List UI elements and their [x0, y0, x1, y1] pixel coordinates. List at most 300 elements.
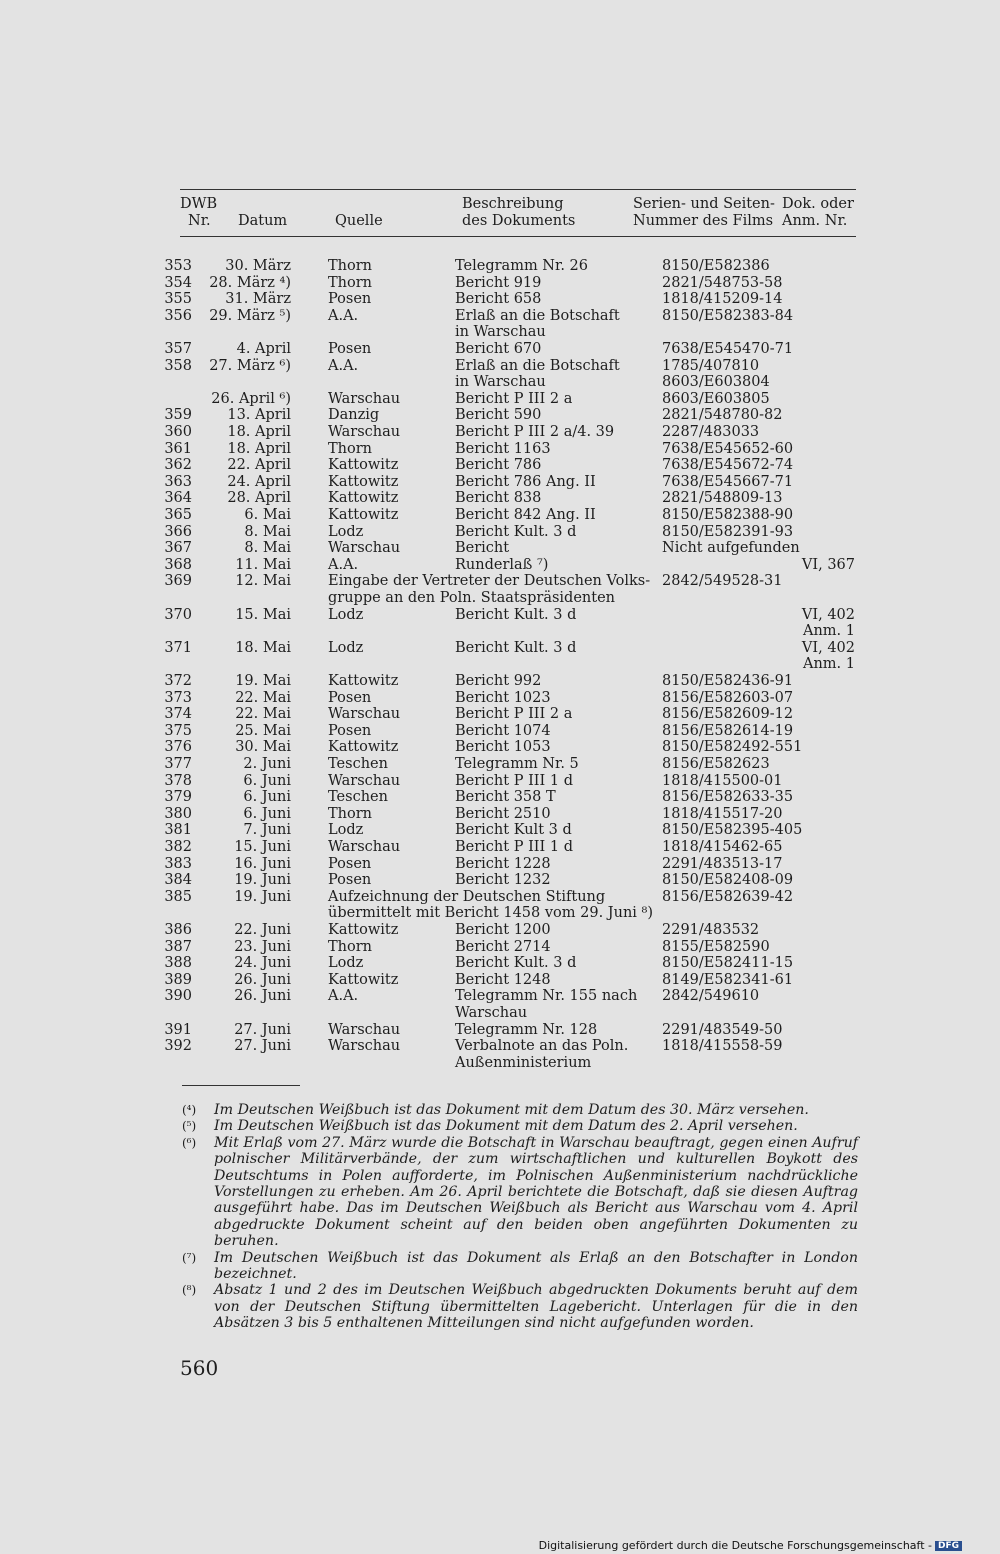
cell-nr: 384 — [164, 872, 192, 889]
cell-nr: 379 — [164, 789, 192, 806]
cell-datum: 6. Juni — [243, 805, 291, 822]
cell-nr: 373 — [164, 689, 192, 706]
cell-quelle: A.A. — [328, 357, 359, 374]
cell-anm-line: Anm. 1 — [802, 656, 855, 673]
cell-datum: 26. April ⁶) — [211, 390, 291, 407]
cell-beschreibung — [455, 441, 551, 458]
cell-film — [662, 756, 770, 773]
cell-nr: 360 — [164, 424, 192, 440]
cell-film-line: 7638/E545470-71 — [662, 341, 794, 357]
cell-film — [662, 524, 793, 541]
cell-quelle: Teschen — [328, 756, 388, 772]
cell-beschreibung-line: Bericht P III 2 a — [455, 390, 573, 407]
cell-nr: 366 — [164, 523, 192, 540]
cell-quelle: Lodz — [328, 606, 364, 623]
cell-nr: 359 — [164, 407, 192, 424]
cell-beschreibung-line: Runderlaß ⁷) — [455, 556, 549, 573]
cell-datum: 25. Mai — [235, 722, 291, 739]
cell-quelle: Lodz — [328, 639, 364, 656]
cell-quelle: Thorn — [328, 258, 373, 274]
cell-beschreibung-line: Erlaß an die Botschaft — [455, 357, 620, 374]
cell-beschreibung-line: Telegramm Nr. 155 nach — [455, 988, 638, 1005]
cell-datum: 11. Mai — [235, 556, 291, 573]
cell-film-line: 1818/415517-20 — [662, 805, 783, 822]
cell-film — [662, 457, 793, 474]
cell-anm — [802, 640, 855, 673]
cell-beschreibung — [455, 358, 620, 391]
cell-film-line: 1818/415500-01 — [662, 772, 783, 789]
cell-film-line: 2821/548780-82 — [662, 407, 783, 424]
cell-film-line: 2842/549528-31 — [662, 573, 783, 590]
cell-quelle: Warschau — [328, 540, 401, 557]
cell-film — [662, 706, 793, 723]
cell-film-line: 8150/E582436-91 — [662, 673, 794, 689]
cell-nr: 388 — [164, 955, 192, 972]
header-des-dokuments: des Dokuments — [462, 213, 576, 229]
cell-beschreibung-line: Bericht — [455, 540, 510, 557]
cell-nr: 377 — [164, 756, 192, 772]
cell-beschreibung-line: Bericht 842 Ang. II — [455, 507, 596, 523]
cell-span-line: übermittelt mit Bericht 1458 vom 29. Juni ⁸) — [328, 905, 654, 922]
cell-film-line: 8156/E582633-35 — [662, 789, 794, 806]
footnote-text: Im Deutschen Weißbuch ist das Dokument als Erlaß an den Botschafter in London bezeichnet. — [214, 1249, 858, 1283]
cell-datum: 15. Mai — [235, 606, 291, 623]
cell-datum: 26. Juni — [234, 988, 291, 1005]
cell-quelle: Kattowitz — [328, 473, 399, 490]
cell-beschreibung-line: Bericht Kult. 3 d — [455, 606, 577, 623]
footnote — [182, 1102, 858, 1118]
cell-quelle: Kattowitz — [328, 971, 399, 988]
cell-quelle: Posen — [328, 722, 372, 739]
cell-beschreibung-line: Bericht 2510 — [455, 805, 551, 822]
cell-nr: 374 — [164, 706, 192, 723]
footnote-text: Absatz 1 und 2 des im Deutschen Weißbuch abgedruckten Dokuments beruht auf dem von der Deutschen Stiftung übermittelten Lagebericht. Unterlagen für die in den Absätzen 3 bis 5 enthaltenen Mitteilungen sind nicht aufgefunden worden. — [214, 1282, 858, 1332]
cell-film — [662, 358, 770, 391]
cell-datum: 27. Juni — [234, 1021, 291, 1038]
cell-film-line: 2287/483033 — [662, 424, 760, 440]
cell-datum: 24. Juni — [234, 955, 291, 972]
cell-film — [662, 291, 783, 308]
cell-film — [662, 690, 793, 707]
cell-beschreibung-line: Telegramm Nr. 128 — [455, 1021, 598, 1038]
cell-beschreibung-line: Bericht 1200 — [455, 922, 551, 938]
cell-film — [662, 988, 759, 1005]
table-header-rule — [180, 236, 856, 237]
cell-quelle: Posen — [328, 291, 372, 308]
cell-quelle: Posen — [328, 689, 372, 706]
cell-datum: 8. Mai — [244, 523, 291, 540]
cell-span-line: gruppe an den Poln. Staatspräsidenten — [328, 589, 616, 606]
cell-beschreibung — [455, 806, 551, 823]
cell-quelle: Posen — [328, 341, 372, 357]
cell-quelle: Thorn — [328, 938, 373, 955]
cell-nr: 387 — [164, 938, 192, 955]
cell-datum: 30. Mai — [235, 739, 291, 756]
footnote-mark: (⁵) — [182, 1119, 197, 1134]
cell-quelle: Thorn — [328, 274, 373, 291]
cell-beschreibung — [455, 723, 551, 740]
footnote-text: Mit Erlaß vom 27. März wurde die Botschaft in Warschau beauftragt, gegen einen Aufruf polnischer Militärverbände, der zum wirtschaftlichen und kulturellen Boykott des Deutschtums in Polen aufforderte, im Polnischen Außenministerium nachdrückliche Vorstellungen zu erheben. Am 26. April berichtete die Botschaft, daß sie diesen Auftrag ausgeführt habe. Das im Deutschen Weißbuch als Bericht aus Warschau vom 4. April abgedruckte Dokument scheint auf den beiden oben angeführten Dokumenten zu beruhen. — [214, 1134, 858, 1250]
cell-film — [662, 955, 793, 972]
cell-datum: 26. Juni — [234, 971, 291, 988]
page-number: 560 — [180, 1356, 219, 1380]
cell-beschreibung — [455, 308, 620, 341]
cell-beschreibung-line: Bericht Kult 3 d — [455, 822, 572, 839]
cell-quelle: A.A. — [328, 307, 359, 324]
header-nr: Nr. — [188, 213, 211, 229]
cell-quelle: Warschau — [328, 772, 401, 789]
cell-quelle: A.A. — [328, 988, 359, 1005]
cell-nr: 381 — [164, 822, 192, 839]
cell-beschreibung — [455, 540, 509, 557]
cell-beschreibung — [455, 773, 573, 790]
footnote-mark: (⁷) — [182, 1250, 197, 1265]
cell-beschreibung-line: in Warschau — [455, 324, 546, 341]
cell-quelle: Lodz — [328, 523, 364, 540]
cell-beschreibung — [455, 457, 541, 474]
cell-beschreibung — [455, 640, 576, 657]
cell-film-line: 1818/415462-65 — [662, 839, 783, 855]
cell-datum: 22. April — [227, 457, 291, 474]
cell-quelle: Warschau — [328, 424, 401, 440]
cell-datum: 19. Mai — [235, 673, 291, 689]
cell-nr: 380 — [164, 805, 192, 822]
cell-datum: 8. Mai — [244, 540, 291, 557]
cell-nr: 378 — [164, 772, 192, 789]
cell-quelle: Lodz — [328, 822, 364, 839]
cell-beschreibung-line: Bericht P III 1 d — [455, 772, 573, 789]
cell-film — [662, 540, 800, 557]
header-serien: Serien- und Seiten- — [633, 196, 775, 212]
cell-film — [662, 922, 759, 939]
footnote-mark: (⁸) — [182, 1283, 197, 1298]
cell-beschreibung-line: Außenministerium — [455, 1054, 592, 1071]
cell-beschreibung — [455, 839, 573, 856]
cell-beschreibung-line: Bericht Kult. 3 d — [455, 523, 577, 540]
cell-quelle: Kattowitz — [328, 739, 399, 756]
cell-beschreibung — [455, 1022, 597, 1039]
credit-text: Digitalisierung gefördert durch die Deutsche Forschungsgemeinschaft - — [538, 1539, 932, 1552]
cell-beschreibung — [455, 258, 588, 275]
cell-nr: 390 — [164, 988, 192, 1005]
cell-beschreibung — [455, 972, 551, 989]
cell-film-line: 8150/E582408-09 — [662, 872, 794, 889]
cell-nr: 363 — [164, 473, 192, 490]
cell-datum: 27. März ⁶) — [209, 357, 291, 374]
cell-beschreibung — [455, 756, 579, 773]
cell-anm-line: VI, 402 — [801, 639, 855, 656]
cell-quelle: Warschau — [328, 1038, 401, 1055]
cell-datum: 12. Mai — [235, 573, 291, 590]
cell-beschreibung-line: Bericht 1074 — [455, 722, 551, 739]
footnote-separator — [182, 1085, 300, 1086]
cell-nr: 356 — [164, 307, 192, 324]
cell-span — [328, 573, 650, 606]
cell-beschreibung — [455, 706, 572, 723]
cell-beschreibung — [455, 872, 551, 889]
cell-quelle: Kattowitz — [328, 507, 399, 523]
cell-film — [662, 573, 783, 590]
cell-quelle: Teschen — [328, 789, 388, 806]
footnote-text: Im Deutschen Weißbuch ist das Dokument mit dem Datum des 2. April versehen. — [214, 1118, 798, 1135]
cell-beschreibung-line: Bericht 919 — [455, 274, 542, 291]
cell-beschreibung-line: Bericht 670 — [455, 341, 542, 357]
cell-datum: 19. Juni — [234, 872, 291, 889]
cell-film — [662, 789, 793, 806]
cell-nr: 365 — [164, 507, 192, 523]
cell-beschreibung-line: Bericht 992 — [455, 673, 542, 689]
cell-beschreibung-line: Bericht 2714 — [455, 938, 551, 955]
cell-nr: 364 — [164, 490, 192, 507]
cell-film-line: 2842/549610 — [662, 988, 760, 1005]
cell-beschreibung — [455, 407, 541, 424]
cell-film-line: 1818/415558-59 — [662, 1038, 783, 1055]
cell-film-line: 8603/E603804 — [662, 374, 770, 391]
cell-beschreibung — [455, 739, 551, 756]
footnote-mark: (⁶) — [182, 1135, 197, 1150]
cell-film-line: 8150/E582383-84 — [662, 307, 794, 324]
cell-film — [662, 856, 783, 873]
cell-beschreibung — [455, 391, 572, 408]
cell-film — [662, 507, 793, 524]
header-nummer-films: Nummer des Films — [633, 213, 774, 229]
cell-beschreibung — [455, 275, 541, 292]
cell-beschreibung-line: Telegramm Nr. 26 — [455, 258, 589, 274]
cell-nr: 354 — [164, 274, 192, 291]
cell-beschreibung — [455, 490, 541, 507]
cell-film — [662, 424, 759, 441]
cell-nr: 375 — [164, 722, 192, 739]
cell-quelle: A.A. — [328, 556, 359, 573]
cell-nr: 371 — [164, 639, 192, 656]
cell-beschreibung-line: Bericht 1163 — [455, 440, 551, 457]
cell-nr: 376 — [164, 739, 192, 756]
cell-datum: 4. April — [236, 341, 291, 357]
cell-datum: 22. Juni — [234, 922, 291, 938]
cell-film — [662, 275, 783, 292]
cell-film — [662, 839, 783, 856]
cell-datum: 24. April — [227, 473, 291, 490]
cell-film — [662, 308, 793, 325]
cell-film — [662, 872, 793, 889]
cell-quelle: Thorn — [328, 805, 373, 822]
cell-datum: 28. März ⁴) — [209, 274, 291, 291]
cell-datum: 19. Juni — [234, 888, 291, 905]
cell-datum: 6. Mai — [244, 507, 291, 523]
cell-quelle: Kattowitz — [328, 490, 399, 507]
cell-beschreibung — [455, 988, 637, 1021]
cell-beschreibung-line: Bericht 590 — [455, 407, 542, 424]
cell-beschreibung-line: Bericht P III 1 d — [455, 839, 573, 855]
cell-beschreibung — [455, 789, 556, 806]
cell-beschreibung — [455, 424, 614, 441]
cell-film-line: 8156/E582623 — [662, 756, 770, 772]
cell-film-line: 8603/E603805 — [662, 390, 770, 407]
cell-beschreibung-line: Bericht 838 — [455, 490, 542, 507]
cell-film-line: 8156/E582603-07 — [662, 689, 794, 706]
cell-film-line: 8150/E582492-551 — [662, 739, 803, 756]
cell-film-line: 8150/E582386 — [662, 258, 770, 274]
cell-beschreibung-line: Bericht 358 T — [455, 789, 556, 806]
footnotes — [182, 1102, 858, 1332]
cell-film — [662, 723, 793, 740]
cell-nr: 368 — [164, 556, 192, 573]
cell-film-line: 8156/E582614-19 — [662, 722, 794, 739]
cell-beschreibung-line: Warschau — [455, 1004, 528, 1021]
cell-datum: 7. Juni — [243, 822, 291, 839]
cell-quelle: Warschau — [328, 1021, 401, 1038]
cell-film — [662, 258, 770, 275]
footnote-text: Im Deutschen Weißbuch ist das Dokument mit dem Datum des 30. März versehen. — [214, 1102, 809, 1118]
cell-datum: 2. Juni — [243, 756, 291, 772]
cell-span-line: Eingabe der Vertreter der Deutschen Volks- — [328, 573, 651, 590]
cell-nr: 367 — [164, 540, 192, 557]
cell-film-line: 8150/E582388-90 — [662, 507, 794, 523]
cell-beschreibung — [455, 341, 541, 358]
cell-datum: 23. Juni — [234, 938, 291, 955]
cell-nr: 353 — [164, 258, 192, 274]
cell-datum: 27. Juni — [234, 1038, 291, 1055]
cell-beschreibung-line: Verbalnote an das Poln. — [455, 1038, 629, 1055]
cell-film — [662, 407, 783, 424]
cell-film-line: 8150/E582391-93 — [662, 523, 794, 540]
cell-film-line: 1818/415209-14 — [662, 291, 783, 308]
cell-datum: 18. April — [227, 440, 291, 457]
cell-nr: 383 — [164, 855, 192, 872]
cell-film-line: 2821/548753-58 — [662, 274, 783, 291]
dfg-logo: DFG — [935, 1541, 962, 1551]
cell-span-line: Aufzeichnung der Deutschen Stiftung — [328, 888, 606, 905]
footnote — [182, 1135, 858, 1250]
cell-beschreibung — [455, 856, 551, 873]
cell-beschreibung-line: Telegramm Nr. 5 — [455, 756, 579, 772]
cell-span — [328, 889, 653, 922]
cell-quelle: Thorn — [328, 440, 373, 457]
cell-datum: 31. März — [225, 291, 291, 308]
cell-film — [662, 739, 802, 756]
cell-quelle: Kattowitz — [328, 457, 399, 474]
cell-quelle: Kattowitz — [328, 673, 399, 689]
header-dok: Dok. oder — [782, 196, 854, 212]
cell-nr: 385 — [164, 888, 192, 905]
footnote — [182, 1282, 858, 1331]
table-top-rule — [180, 189, 856, 190]
cell-datum: 18. April — [227, 424, 291, 440]
cell-beschreibung-line: Bericht Kult. 3 d — [455, 639, 577, 656]
cell-nr: 362 — [164, 457, 192, 474]
cell-beschreibung-line: Bericht P III 2 a/4. 39 — [455, 424, 615, 440]
cell-nr: 361 — [164, 440, 192, 457]
header-quelle: Quelle — [335, 213, 383, 229]
cell-anm-line: Anm. 1 — [802, 623, 855, 640]
cell-film — [662, 474, 793, 491]
cell-beschreibung-line: Bericht 1053 — [455, 739, 551, 756]
cell-beschreibung-line: Bericht 786 Ang. II — [455, 473, 596, 490]
footnote — [182, 1118, 858, 1134]
cell-film-line: 1785/407810 — [662, 357, 760, 374]
cell-anm-line: VI, 402 — [801, 606, 855, 623]
cell-datum: 22. Mai — [235, 689, 291, 706]
cell-datum: 29. März ⁵) — [209, 307, 291, 324]
cell-beschreibung-line: Bericht 658 — [455, 291, 542, 308]
header-dwb: DWB — [180, 196, 218, 212]
cell-beschreibung — [455, 524, 576, 541]
cell-quelle: Warschau — [328, 706, 401, 723]
cell-anm — [802, 557, 855, 574]
header-beschreibung: Beschreibung — [462, 196, 564, 212]
cell-film-line: 2821/548809-13 — [662, 490, 783, 507]
cell-film-line: 8150/E582411-15 — [662, 955, 794, 972]
cell-nr: 386 — [164, 922, 192, 938]
cell-anm — [802, 607, 855, 640]
cell-nr: 358 — [164, 357, 192, 374]
cell-nr: 369 — [164, 573, 192, 590]
cell-film — [662, 806, 783, 823]
cell-quelle: Lodz — [328, 955, 364, 972]
cell-beschreibung — [455, 955, 576, 972]
cell-datum: 6. Juni — [243, 789, 291, 806]
cell-film-line: 2291/483549-50 — [662, 1021, 783, 1038]
cell-nr: 382 — [164, 839, 192, 855]
cell-film-line: 8155/E582590 — [662, 938, 770, 955]
cell-quelle: Warschau — [328, 390, 401, 407]
cell-film-line: 2291/483532 — [662, 922, 760, 938]
cell-film — [662, 1022, 783, 1039]
cell-beschreibung-line: Bericht 1248 — [455, 971, 551, 988]
cell-beschreibung — [455, 1038, 628, 1071]
cell-datum: 16. Juni — [234, 855, 291, 872]
cell-film — [662, 972, 793, 989]
cell-datum: 28. April — [227, 490, 291, 507]
cell-quelle: Danzig — [328, 407, 380, 424]
cell-nr: 391 — [164, 1021, 192, 1038]
cell-film — [662, 391, 770, 408]
cell-datum: 22. Mai — [235, 706, 291, 723]
cell-nr: 355 — [164, 291, 192, 308]
cell-film-line: Nicht aufgefunden — [662, 540, 800, 557]
cell-quelle: Posen — [328, 872, 372, 889]
footnote — [182, 1250, 858, 1283]
cell-film — [662, 1038, 783, 1055]
cell-quelle: Posen — [328, 855, 372, 872]
cell-film-line: 8156/E582609-12 — [662, 706, 794, 723]
cell-beschreibung-line: in Warschau — [455, 374, 546, 391]
cell-nr: 372 — [164, 673, 192, 689]
header-anm: Anm. Nr. — [782, 213, 848, 229]
cell-film-line: 7638/E545672-74 — [662, 457, 794, 474]
cell-beschreibung — [455, 939, 551, 956]
cell-datum: 18. Mai — [235, 639, 291, 656]
cell-beschreibung-line: Bericht Kult. 3 d — [455, 955, 577, 972]
cell-film — [662, 490, 783, 507]
cell-beschreibung — [455, 291, 541, 308]
cell-film — [662, 341, 793, 358]
funding-credit[interactable] — [539, 1539, 962, 1552]
cell-film — [662, 773, 783, 790]
cell-nr: 357 — [164, 341, 192, 357]
cell-quelle: Warschau — [328, 839, 401, 855]
cell-beschreibung — [455, 822, 572, 839]
cell-nr: 370 — [164, 606, 192, 623]
cell-nr: 389 — [164, 971, 192, 988]
cell-beschreibung — [455, 690, 551, 707]
cell-beschreibung — [455, 607, 576, 624]
cell-beschreibung — [455, 474, 596, 491]
header-datum: Datum — [238, 213, 288, 229]
cell-quelle: Kattowitz — [328, 922, 399, 938]
cell-film-line: 2291/483513-17 — [662, 855, 783, 872]
cell-film-line: 7638/E545652-60 — [662, 440, 794, 457]
